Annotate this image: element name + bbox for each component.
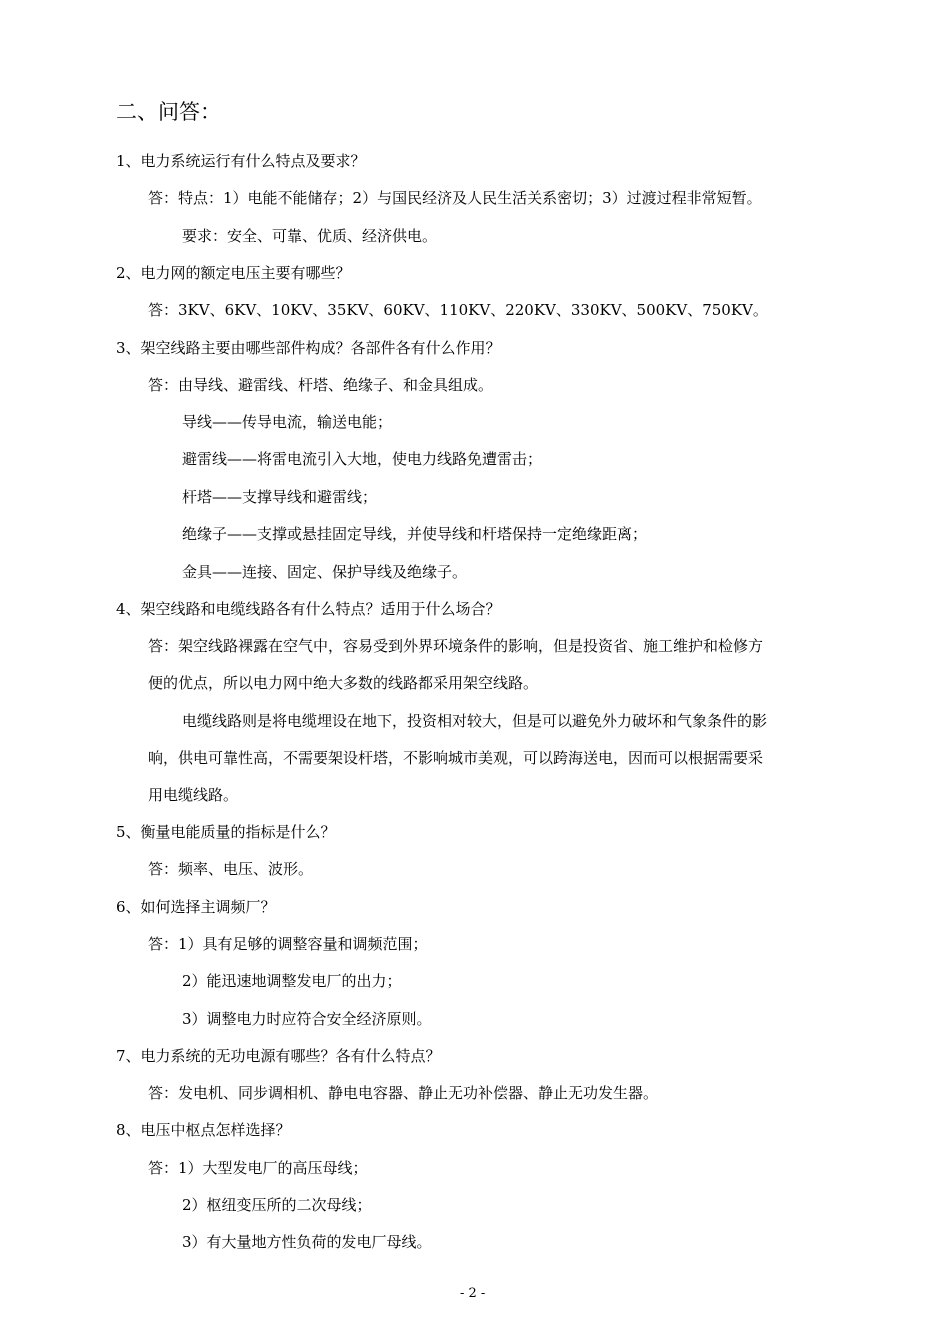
question-5: 5、衡量电能质量的指标是什么？ [116, 823, 336, 841]
answer-3-line-2: 导线——传导电流，输送电能； [182, 413, 393, 431]
answer-8-line-1: 答：1）大型发电厂的高压母线； [148, 1159, 368, 1177]
question-8: 8、电压中枢点怎样选择？ [116, 1121, 291, 1139]
answer-1-line-1: 答：特点：1）电能不能储存；2）与国民经济及人民生活关系密切；3）过渡过程非常短暂。 [148, 189, 762, 207]
question-2: 2、电力网的额定电压主要有哪些？ [116, 264, 351, 282]
answer-8-line-2: 2）枢纽变压所的二次母线； [182, 1196, 372, 1214]
answer-3-line-1: 答：由导线、避雷线、杆塔、绝缘子、和金具组成。 [148, 376, 494, 394]
answer-3-line-6: 金具——连接、固定、保护导线及绝缘子。 [182, 563, 468, 581]
answer-3-line-4: 杆塔——支撑导线和避雷线； [182, 488, 378, 506]
question-6: 6、如何选择主调频厂？ [116, 898, 276, 916]
answer-7-line-1: 答：发电机、同步调相机、静电电容器、静止无功补偿器、静止无功发生器。 [148, 1084, 659, 1102]
answer-3-line-3: 避雷线——将雷电流引入大地，使电力线路免遭雷击； [182, 450, 543, 468]
answer-4-line-5: 用电缆线路。 [148, 786, 239, 804]
question-3: 3、架空线路主要由哪些部件构成？各部件各有什么作用？ [116, 339, 501, 357]
answer-5-line-1: 答：频率、电压、波形。 [148, 860, 314, 878]
answer-1-line-2: 要求：安全、可靠、优质、经济供电。 [182, 227, 438, 245]
answer-4-line-2: 便的优点，所以电力网中绝大多数的线路都采用架空线路。 [148, 674, 539, 692]
answer-8-line-3: 3）有大量地方性负荷的发电厂母线。 [182, 1233, 432, 1251]
question-1: 1、电力系统运行有什么特点及要求？ [116, 152, 366, 170]
section-title: 二、问答： [116, 100, 221, 124]
answer-3-line-5: 绝缘子——支撑或悬挂固定导线，并使导线和杆塔保持一定绝缘距离； [182, 525, 648, 543]
answer-6-line-1: 答：1）具有足够的调整容量和调频范围； [148, 935, 428, 953]
answer-4-line-4: 响，供电可靠性高，不需要架设杆塔，不影响城市美观，可以跨海送电，因而可以根据需要采 [148, 749, 764, 767]
answer-2-line-1: 答：3KV、6KV、10KV、35KV、60KV、110KV、220KV、330KV、500KV、750KV。 [148, 301, 768, 319]
answer-6-line-2: 2）能迅速地调整发电厂的出力； [182, 972, 402, 990]
question-4: 4、架空线路和电缆线路各有什么特点？适用于什么场合？ [116, 600, 501, 618]
answer-4-line-3: 电缆线路则是将电缆埋设在地下，投资相对较大，但是可以避免外力破坏和气象条件的影 [182, 712, 768, 730]
question-7: 7、电力系统的无功电源有哪些？各有什么特点？ [116, 1047, 441, 1065]
answer-6-line-3: 3）调整电力时应符合安全经济原则。 [182, 1010, 432, 1028]
page-number: - 2 - [460, 1286, 486, 1301]
answer-4-line-1: 答：架空线路裸露在空气中，容易受到外界环境条件的影响，但是投资省、施工维护和检修方 [148, 637, 764, 655]
